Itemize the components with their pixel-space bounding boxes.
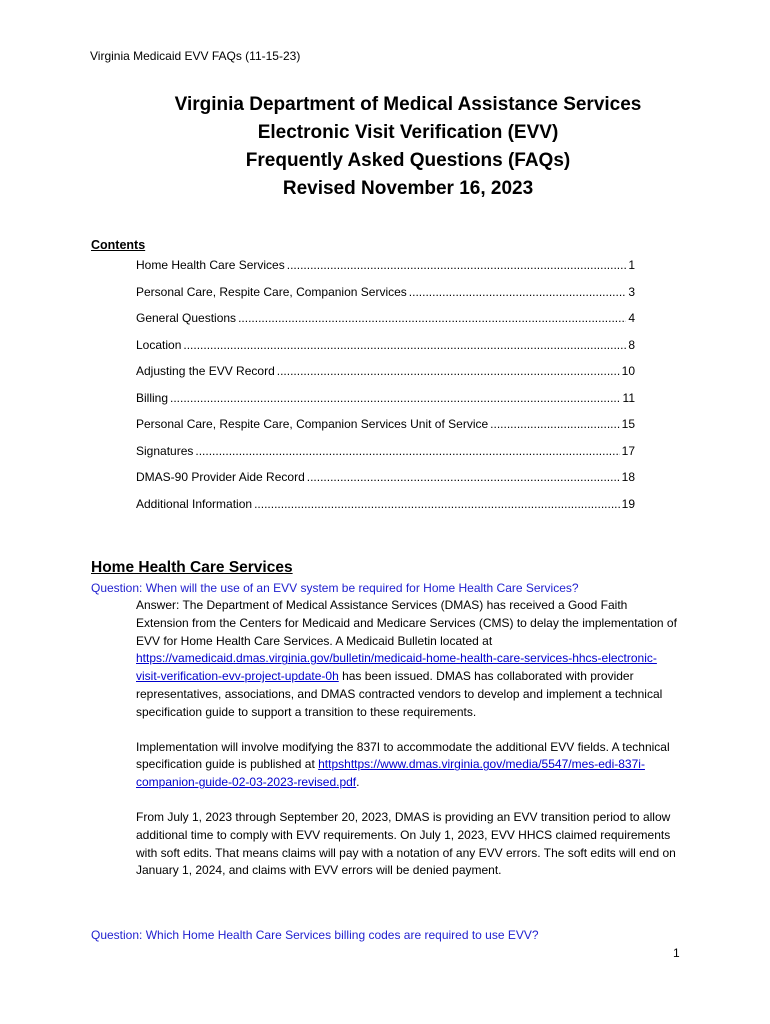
toc-entry-adjusting-evv[interactable]	[136, 364, 635, 391]
toc-entry-page: 19	[621, 496, 635, 511]
toc-entry-label: General Questions	[136, 311, 237, 325]
answer-text: .	[356, 775, 360, 790]
answer-1	[136, 597, 681, 897]
toc-entry-location[interactable]	[136, 338, 635, 365]
toc-entry-dmas-90[interactable]	[136, 470, 635, 497]
toc-entry-label: Personal Care, Respite Care, Companion Services	[136, 284, 407, 299]
section-heading: Home Health Care Services	[91, 559, 293, 576]
toc-entry-page: 10	[621, 364, 635, 378]
toc-entry-general-questions[interactable]	[136, 311, 635, 338]
medicaid-bulletin-link[interactable]: https://vamedicaid.dmas.virginia.gov/bulletin/medicaid-home-health-care-services-hhcs-electronic-visit-verification-evv-project-update-0h	[136, 651, 657, 684]
toc-entry-page: 17	[621, 443, 635, 458]
toc-leader	[195, 444, 619, 458]
table-of-contents	[136, 258, 635, 523]
toc-entry-label: Home Health Care Services	[136, 258, 285, 272]
question-1: Question: When will the use of an EVV system be required for Home Health Care Services?	[91, 581, 579, 595]
title-line-2: Electronic Visit Verification (EVV)	[257, 122, 559, 143]
toc-entry-page: 1	[628, 258, 635, 272]
toc-entry-label: Location	[136, 337, 182, 352]
toc-entry-billing[interactable]	[136, 391, 635, 418]
toc-entry-home-health[interactable]	[136, 258, 635, 285]
answer-text: has been issued. DMAS has collaborated with provider representatives, associations, and DMAS contracted vendors to develop and implement a technical specification guide to support a transition to these requirements.	[136, 669, 663, 719]
answer-paragraph-3: From July 1, 2023 through September 20, 2023, DMAS is providing an EVV transition period to allow additional time to comply with EVV requirements. On July 1, 2023, EVV HHCS claimed requirements with soft edits. That means claims will pay with a notation of any EVV errors. The soft edits will end on January 1, 2024, and claims with EVV errors will be denied payment.	[136, 809, 676, 878]
title-line-3: Frequently Asked Questions (FAQs)	[245, 150, 571, 171]
toc-leader	[170, 391, 621, 405]
toc-entry-page: 3	[628, 284, 635, 299]
toc-entry-label: Additional Information	[136, 496, 253, 511]
toc-leader	[287, 258, 627, 272]
toc-entry-label: Personal Care, Respite Care, Companion Services Unit of Service	[136, 417, 489, 431]
title-line-4: Revised November 16, 2023	[282, 178, 534, 199]
toc-leader	[183, 338, 626, 352]
toc-entry-label: Signatures	[136, 443, 194, 458]
toc-entry-label: Billing	[136, 390, 169, 405]
toc-entry-personal-care[interactable]	[136, 285, 635, 312]
toc-leader	[254, 497, 620, 511]
toc-entry-page: 15	[621, 417, 635, 431]
page-number: 1	[673, 946, 680, 960]
toc-entry-page: 4	[628, 311, 635, 325]
toc-leader	[307, 470, 620, 484]
answer-paragraph-1	[136, 597, 681, 722]
toc-entry-label: DMAS-90 Provider Aide Record	[136, 470, 305, 484]
question-2: Question: Which Home Health Care Services billing codes are required to use EVV?	[91, 928, 539, 942]
answer-text: Answer: The Department of Medical Assistance Services (DMAS) has received a Good Faith Extension from the Centers for Medicaid and Medicare Services (CMS) to delay the implementation of EVV for Home Health Care Services. A Medicaid Bulletin located at	[136, 598, 677, 648]
answer-text: Implementation will involve modifying the 837I to accommodate the additional EVV fields. A technical specification guide is published at	[136, 739, 670, 772]
toc-leader	[490, 417, 619, 431]
running-header: Virginia Medicaid EVV FAQs (11-15-23)	[90, 49, 301, 63]
companion-guide-link[interactable]: httpshttps://www.dmas.virginia.gov/media/5547/mes-edi-837i-companion-guide-02-03-2023-revised.pdf	[136, 757, 645, 790]
toc-entry-page: 11	[622, 390, 635, 405]
toc-leader	[277, 364, 620, 378]
toc-leader	[409, 285, 627, 299]
toc-entry-page: 18	[621, 470, 635, 484]
toc-entry-additional-information[interactable]	[136, 497, 635, 524]
answer-paragraph-2	[136, 739, 681, 792]
toc-entry-page: 8	[628, 337, 635, 352]
toc-entry-label: Adjusting the EVV Record	[136, 364, 275, 378]
contents-heading: Contents	[91, 238, 146, 252]
title-line-1: Virginia Department of Medical Assistance Services	[174, 94, 642, 115]
toc-entry-signatures[interactable]	[136, 444, 635, 471]
toc-leader	[238, 311, 626, 325]
toc-entry-unit-of-service[interactable]	[136, 417, 635, 444]
document-title	[0, 91, 770, 203]
